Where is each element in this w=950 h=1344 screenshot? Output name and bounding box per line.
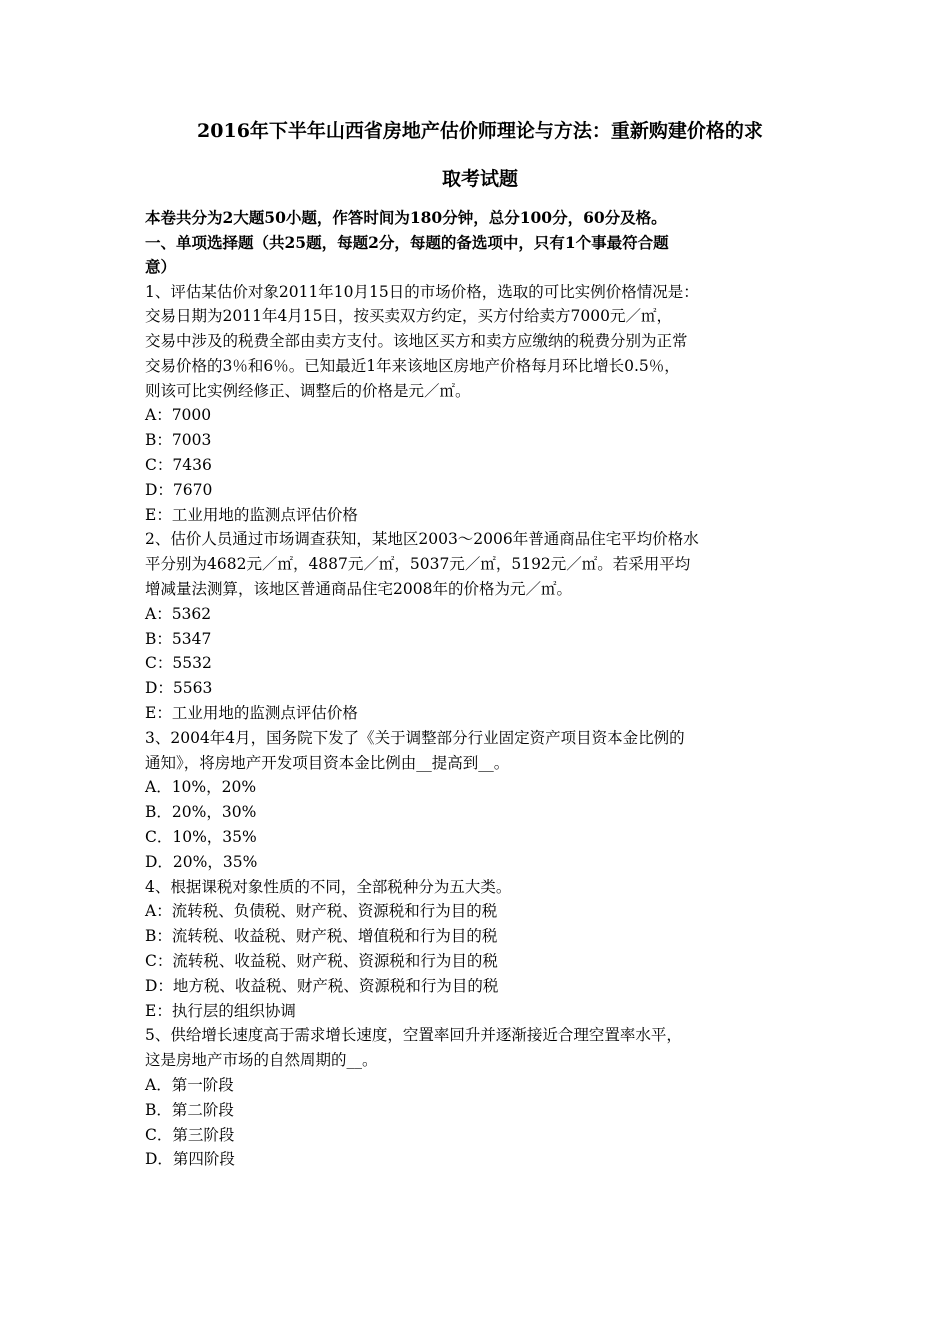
- document-title-line-2: 取考试题: [441, 168, 518, 190]
- question-4: [145, 875, 815, 1024]
- question-text-line: 交易价格的3％和6％。已知最近1年来该地区房地产价格每月环比增长0.5％，: [145, 356, 680, 375]
- answer-option: A：流转税、负债税、财产税、资源税和行为目的税: [145, 902, 498, 921]
- section-heading-line-1: 一、单项选择题（共25题，每题2分，每题的备选项中，只有1个事最符合题: [145, 232, 669, 252]
- question-text-line: 通知》，将房地产开发项目资本金比例由__提高到__。: [145, 753, 510, 772]
- question-text-line: 1、评估某估价对象2011年10月15日的市场价格，选取的可比实例价格情况是：: [145, 282, 699, 301]
- answer-option: E：工业用地的监测点评估价格: [145, 505, 358, 524]
- question-1: [145, 280, 815, 528]
- answer-option: B：5347: [145, 629, 212, 648]
- answer-option: B．20%，30%: [145, 803, 257, 822]
- question-text-line: 则该可比实例经修正、调整后的价格是元／㎡。: [145, 381, 471, 400]
- question-text-line: 交易中涉及的税费全部由卖方支付。该地区买方和卖方应缴纳的税费分别为正常: [145, 332, 688, 351]
- question-text-line: 2、估价人员通过市场调查获知，某地区2003～2006年普通商品住宅平均价格水: [145, 530, 699, 549]
- answer-option: D：5563: [145, 679, 213, 698]
- document-page: [145, 118, 815, 1172]
- answer-option: B．第二阶段: [145, 1100, 234, 1119]
- answer-option: C：7436: [145, 456, 212, 475]
- section-heading-line-2: 意）: [145, 257, 177, 276]
- answer-option: B：流转税、收益税、财产税、增值税和行为目的税: [145, 927, 498, 946]
- question-5: [145, 1023, 815, 1172]
- answer-option: E：执行层的组织协调: [145, 1001, 296, 1020]
- answer-option: A：7000: [145, 406, 212, 425]
- answer-option: C．10%，35%: [145, 828, 257, 847]
- question-3: [145, 726, 815, 875]
- question-text-line: 这是房地产市场的自然周期的__。: [145, 1051, 378, 1070]
- answer-option: D．第四阶段: [145, 1150, 235, 1169]
- answer-option: D：地方税、收益税、财产税、资源税和行为目的税: [145, 976, 499, 995]
- answer-option: D．20%，35%: [145, 852, 258, 871]
- question-text-line: 3、2004年4月，国务院下发了《关于调整部分行业固定资产项目资本金比例的: [145, 728, 685, 747]
- answer-option: C：流转税、收益税、财产税、资源税和行为目的税: [145, 952, 498, 971]
- answer-option: A：5362: [145, 604, 212, 623]
- question-text-line: 平分别为4682元／㎡，4887元／㎡，5037元／㎡，5192元／㎡。若采用平均: [145, 555, 691, 574]
- answer-option: C：5532: [145, 654, 212, 673]
- answer-option: A．10%，20%: [145, 778, 257, 797]
- answer-option: A．第一阶段: [145, 1076, 234, 1094]
- answer-option: D：7670: [145, 480, 213, 499]
- question-text-line: 增减量法测算，该地区普通商品住宅2008年的价格为元／㎡。: [145, 580, 572, 599]
- answer-option: C．第三阶段: [145, 1125, 235, 1144]
- question-text-line: 5、供给增长速度高于需求增长速度，空置率回升并逐渐接近合理空置率水平，: [145, 1026, 682, 1045]
- document-title-line-1: 2016年下半年山西省房地产估价师理论与方法：重新购建价格的求: [197, 120, 763, 142]
- answer-option: E：工业用地的监测点评估价格: [145, 704, 358, 723]
- exam-intro: 本卷共分为2大题50小题，作答时间为180分钟，总分100分，60分及格。: [145, 208, 667, 227]
- question-text-line: 4、根据课税对象性质的不同，全部税种分为五大类。: [145, 877, 512, 896]
- answer-option: B：7003: [145, 431, 212, 450]
- question-2: [145, 527, 815, 725]
- question-text-line: 交易日期为2011年4月15日，按买卖双方约定，买方付给卖方7000元／㎡，: [145, 307, 672, 326]
